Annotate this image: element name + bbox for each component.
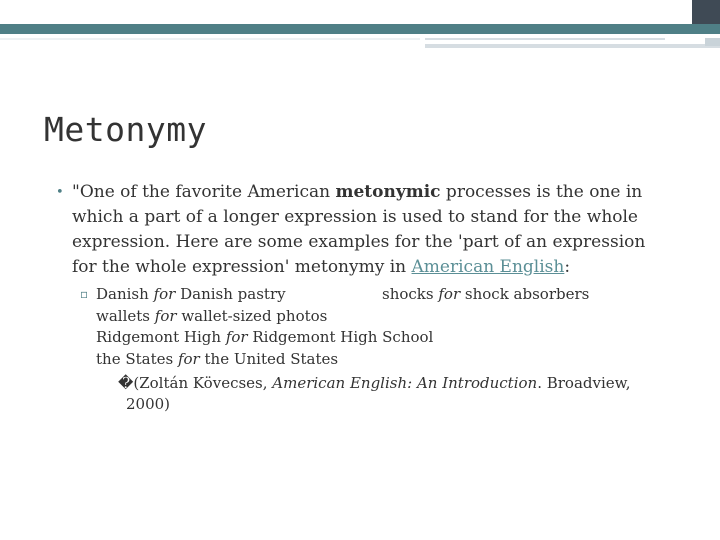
bullet-dot-icon: • — [56, 185, 64, 200]
examples-list — [80, 284, 656, 370]
citation-book-title: American English: An Introduction — [272, 374, 538, 392]
bullet-text-3: : — [564, 257, 571, 277]
top-accent-bar — [0, 24, 720, 34]
example-wallets: wallets for wallet-sized photos — [96, 306, 328, 325]
top-thin-line-2 — [425, 44, 720, 48]
slide-title: Metonymy — [44, 110, 207, 149]
citation-prefix: �(Zoltán Kövecses, — [118, 374, 273, 392]
main-bullet — [56, 180, 656, 280]
example-row-1 — [96, 284, 656, 306]
example-ridgemont: Ridgemont High for Ridgemont High School — [96, 328, 434, 346]
bullet-text-1: "One of the favorite American — [72, 182, 336, 202]
example-danish: Danish for Danish pastry — [96, 285, 286, 303]
example-states: the States for the United States — [96, 349, 339, 368]
top-side-block — [705, 38, 720, 46]
citation-suffix: . Broadview, — [537, 374, 631, 392]
bullet-text-2: processes is the one in which a part of a longer expression is used to stand for the whole expression. Here are some examples for the 'part of an expression for the whole expression' metonymy in — [72, 182, 646, 277]
top-thin-line-left — [0, 38, 420, 40]
example-shocks: shocks for shock absorbers — [382, 285, 590, 303]
sub-bullet-square-icon: ▫ — [80, 287, 89, 301]
american-english-link[interactable]: American English — [411, 257, 565, 277]
citation-year: 2000) — [126, 395, 171, 413]
slide-content — [56, 180, 656, 415]
bullet-bold-term: metonymic — [335, 182, 441, 202]
top-thin-line-1 — [425, 38, 665, 40]
citation — [118, 373, 658, 415]
